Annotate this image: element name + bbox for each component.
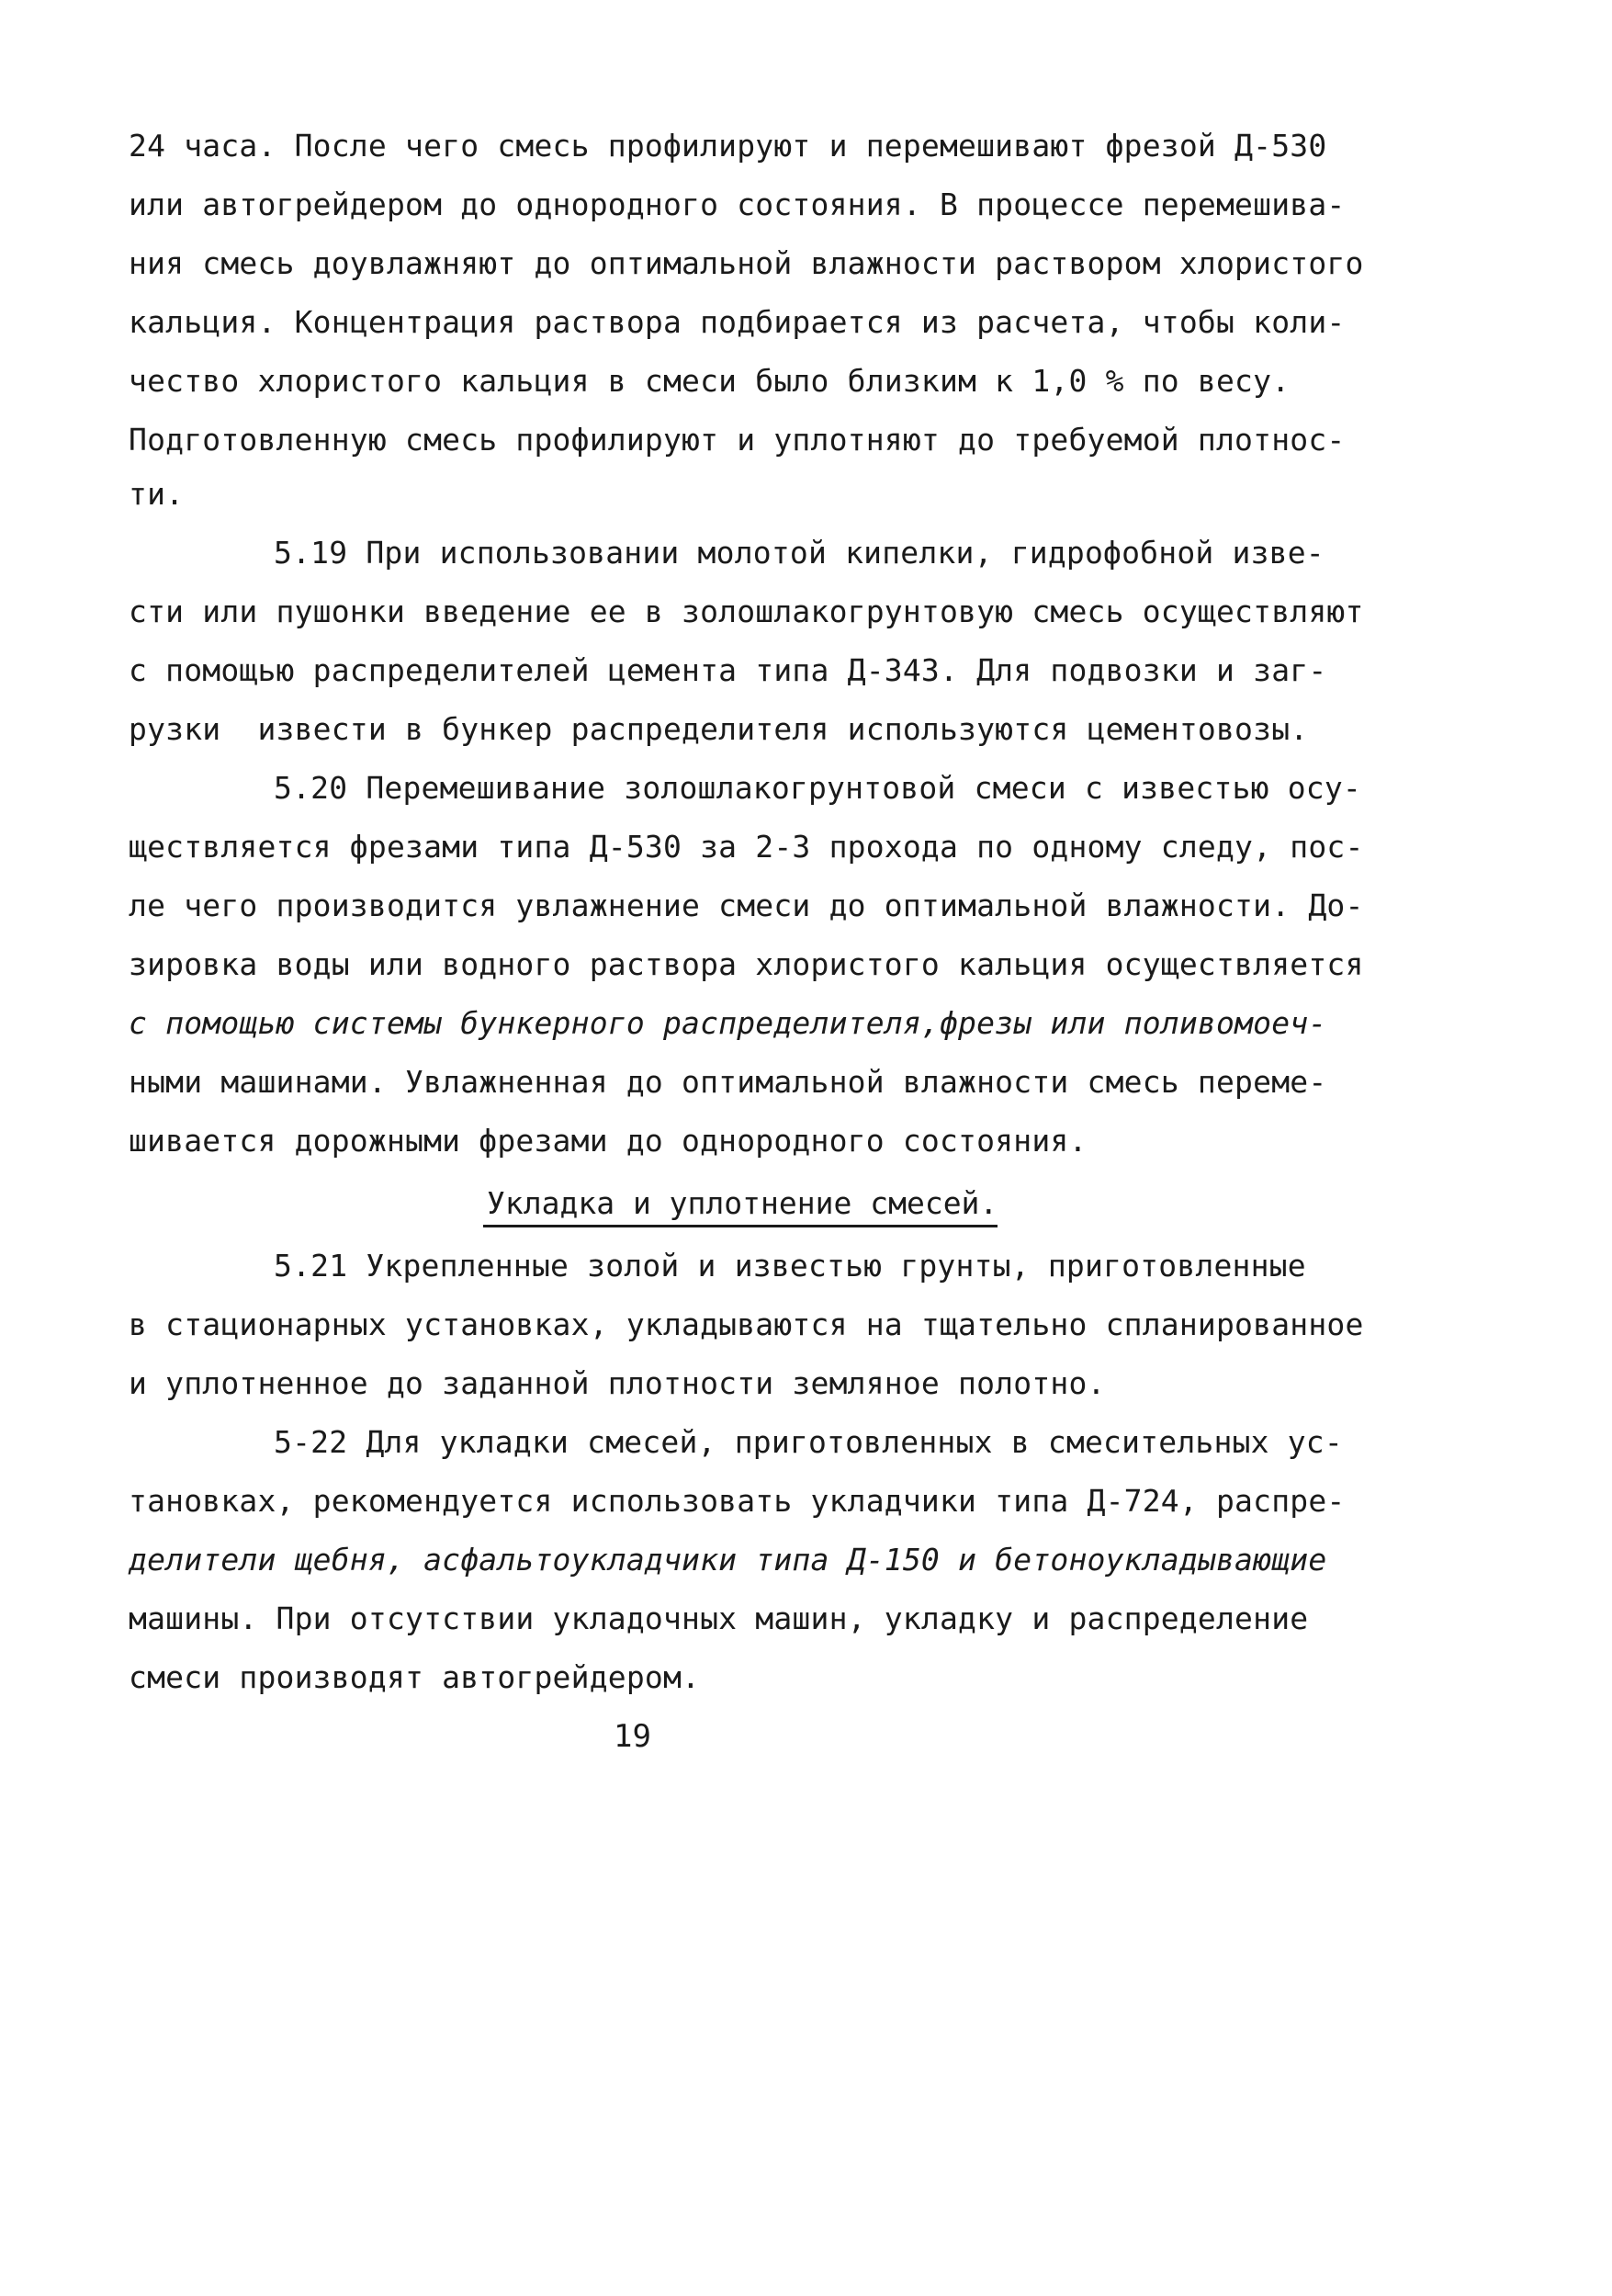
paragraph-5-22-first-line: 5-22 Для укладки смесей, приготовленных в смесительных ус- [274, 1424, 1343, 1460]
paragraph-5-20-first-line: 5.20 Перемешивание золошлакогрунтовой смеси с известью осу- [274, 770, 1361, 806]
text-line: шивается дорожными фрезами до однородного состояния. [129, 1123, 1088, 1159]
text-line: рузки извести в бункер распределителя используются цементовозы. [129, 711, 1309, 747]
text-line: зировка воды или водного раствора хлористого кальция осуществляется [129, 946, 1364, 982]
paragraph-5-21-first-line: 5.21 Укрепленные золой и известью грунты, приготовленные [274, 1248, 1306, 1284]
text-line: 24 чаcа. После чего смесь профилируют и перемешивают фрезой Д-530 [129, 128, 1327, 164]
text-line: ными машинами. Увлажненная до оптимальной влажности смесь переме- [129, 1064, 1327, 1100]
heading-underline [483, 1225, 998, 1227]
text-line: чество хлористого кальция в смеси было близким к 1,0 % по весу. [129, 363, 1291, 399]
text-line: машины. При отсутствии укладочных машин, укладку и распределение [129, 1600, 1309, 1636]
text-line: тановках, рекомендуется использовать укладчики типа Д-724, распре- [129, 1483, 1346, 1519]
text-line: ти. [129, 476, 185, 512]
text-line: ществляется фрезами типа Д-530 за 2-3 прохода по одному следу, пос- [129, 829, 1364, 865]
text-line: в стационарных установках, укладываются на тщательно спланированное [129, 1306, 1364, 1342]
text-line: с помощью распределителей цемента типа Д-343. Для подвозки и заг- [129, 652, 1327, 688]
paragraph-5-19-first-line: 5.19 При использовании молотой кипелки, гидрофобной изве- [274, 535, 1325, 571]
text-line: или автогрейдером до однородного состояния. В процессе перемешива- [129, 187, 1346, 222]
text-line: и уплотненное до заданной плотности земляное полотно. [129, 1365, 1106, 1401]
text-line: делители щебня, асфальтоукладчики типа Д-150 и бетоноукладывающие [129, 1542, 1327, 1578]
text-line: с помощью системы бункерного распределителя,фрезы или поливомоеч- [129, 1005, 1327, 1041]
text-line: сти или пушонки введение ее в золошлакогрунтовую смесь осуществляют [129, 594, 1364, 629]
text-line: кальция. Концентрация раствора подбирается из расчета, чтобы коли- [129, 304, 1346, 340]
text-line: смеси производят автогрейдером. [129, 1659, 701, 1695]
text-line: Подготовленную смесь профилируют и уплотняют до требуемой плотнос- [129, 422, 1346, 458]
text-line: ле чего производится увлажнение смеси до оптимальной влажности. До- [129, 888, 1364, 923]
text-line: ния смесь доувлажняют до оптимальной влажности раствором хлористого [129, 245, 1364, 281]
page-number: 19 [614, 1718, 651, 1755]
section-heading: Укладка и уплотнение смесей. [487, 1185, 998, 1221]
